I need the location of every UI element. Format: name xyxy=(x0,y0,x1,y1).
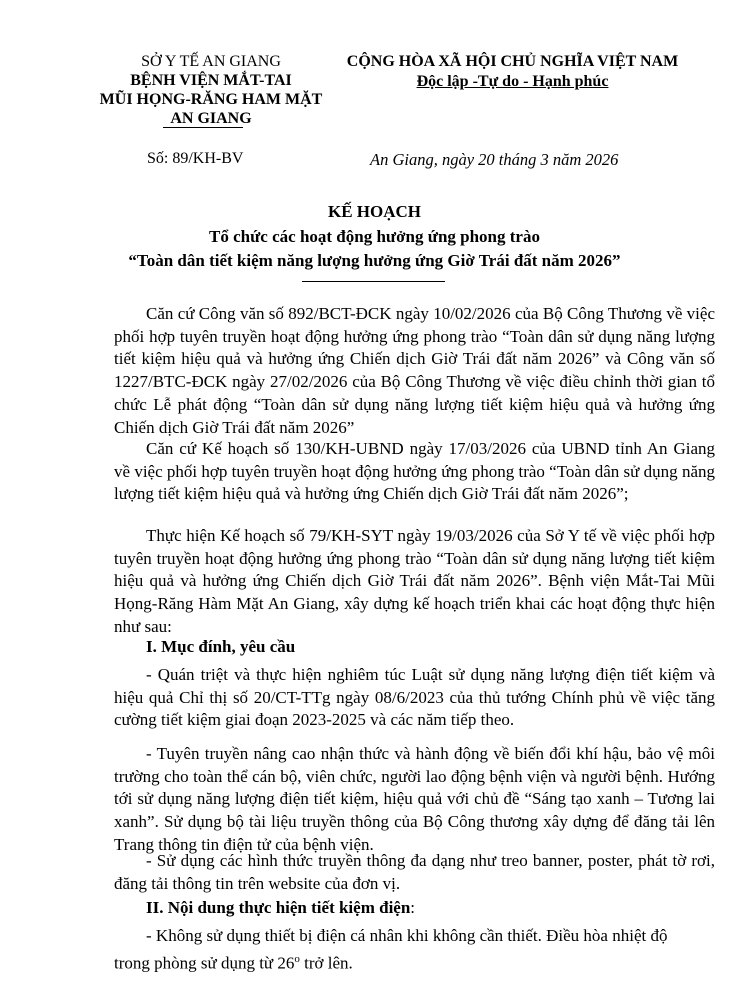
section-1-item-2 xyxy=(114,743,715,857)
section-2-title: II. Nội dung thực hiện tiết kiệm điện xyxy=(146,898,411,917)
paragraph-text-line2: trong phòng sử dụng từ 26 xyxy=(114,953,295,973)
paragraph-text-end: trở lên. xyxy=(299,953,353,973)
nation-title: CỘNG HÒA XÃ HỘI CHỦ NGHĨA VIỆT NAM xyxy=(346,53,679,70)
org-name-line1: BỆNH VIỆN MẮT-TAI xyxy=(130,72,292,89)
section-2-item-1 xyxy=(114,925,715,975)
section-1-heading: I. Mục đính, yêu cầu xyxy=(146,637,296,656)
national-motto: Độc lập -Tự do - Hạnh phúc xyxy=(416,73,609,90)
document-subject-line2: “Toàn dân tiết kiệm năng lượng hưởng ứng Giờ Trái đất năm 2026” xyxy=(128,251,621,270)
place-and-date: An Giang, ngày 20 tháng 3 năm 2026 xyxy=(370,150,619,169)
title-underline xyxy=(302,281,445,282)
document-subject-line1: Tổ chức các hoạt động hưởng ứng phong trào xyxy=(209,227,540,246)
paragraph-text: - Không sử dụng thiết bị điện cá nhân khi không cần thiết. Điều hòa nhiệt độ xyxy=(146,926,668,945)
paragraph-text: Căn cứ Kế hoạch số 130/KH-UBND ngày 17/03/2026 của UBND tỉnh An Giang về việc phối hợp tuyên truyền hoạt động hưởng ứng phong trào “Toàn dân sử dụng năng lượng tiết kiệm hiệu quả và hưởng ứng Chiến dịch Giờ Trái đất năm 2026”; xyxy=(114,439,715,504)
paragraph-legal-basis-2 xyxy=(114,438,715,506)
document-number: Số: 89/KH-BV xyxy=(147,150,244,167)
section-2-heading xyxy=(146,898,415,918)
org-parent: SỞ Y TẾ AN GIANG xyxy=(141,53,281,70)
paragraph-text: - Quán triệt và thực hiện nghiêm túc Luật sử dụng năng lượng điện tiết kiệm và hiệu quả Chỉ thị số 20/CT-TTg ngày 08/6/2023 của thủ tướng Chính phủ về việc tăng cường tiết kiệm giai đoạn 2023-2025 và các năm tiếp theo. xyxy=(114,665,715,730)
org-name-line2: MŨI HỌNG-RĂNG HAM MẶT xyxy=(99,91,323,108)
paragraph-text: Căn cứ Công văn số 892/BCT-ĐCK ngày 10/02/2026 của Bộ Công Thương về việc phối hợp tuyên truyền hoạt động hưởng ứng phong trào “Toàn dân sử dụng năng lượng tiết kiệm hiệu quả và hưởng ứng Chiến dịch Giờ Trái đất năm 2026” và Công văn số 1227/BTC-ĐCK ngày 27/02/2026 của Bộ Công Thương về việc điều chỉnh thời gian tổ chức Lễ phát động “Toàn dân sử dụng năng lượng tiết kiệm hiệu quả và hưởng ứng Chiến dịch Giờ Trái đất năm 2026” xyxy=(114,304,715,437)
section-2-colon: : xyxy=(410,898,416,917)
degree-symbol: o xyxy=(294,952,300,965)
org-underline xyxy=(163,127,243,128)
paragraph-implementation xyxy=(114,525,715,639)
national-heading xyxy=(320,52,705,92)
section-1-item-3 xyxy=(114,850,715,895)
document-type-title: KẾ HOẠCH xyxy=(327,202,422,221)
paragraph-text: Thực hiện Kế hoạch số 79/KH-SYT ngày 19/03/2026 của Sở Y tế về việc phối hợp tuyên truyền hoạt động hưởng ứng phong trào “Toàn dân sử dụng năng lượng tiết kiệm hiệu quả và hưởng ứng Chiến dịch Giờ Trái đất năm 2026”. Bệnh viện Mắt-Tai Mũi Họng-Răng Hàm Mặt An Giang, xây dựng kế hoạch triển khai các hoạt động thực hiện như sau: xyxy=(114,526,715,636)
paragraph-text: - Tuyên truyền nâng cao nhận thức và hành động về biến đổi khí hậu, bảo vệ môi trường cho toàn thể cán bộ, viên chức, người lao động bệnh viện và người bệnh. Hướng tới sử dụng năng lượng điện tiết kiệm, hiệu quả với chủ đề “Sáng tạo xanh – Tương lai xanh”. Sử dụng bộ tài liệu truyền thông của Bộ Công thương xây dựng để đăng tải lên Trang thông tin điện tử của bệnh viện. xyxy=(114,744,715,854)
section-1-item-1 xyxy=(114,664,715,732)
org-name-line3: AN GIANG xyxy=(170,110,252,127)
paragraph-text: - Sử dụng các hình thức truyền thông đa dạng như treo banner, poster, phát tờ rơi, đăng tải thông tin trên website của đơn vị. xyxy=(114,851,715,893)
issuing-organization xyxy=(80,52,342,128)
paragraph-legal-basis-1 xyxy=(114,303,715,439)
